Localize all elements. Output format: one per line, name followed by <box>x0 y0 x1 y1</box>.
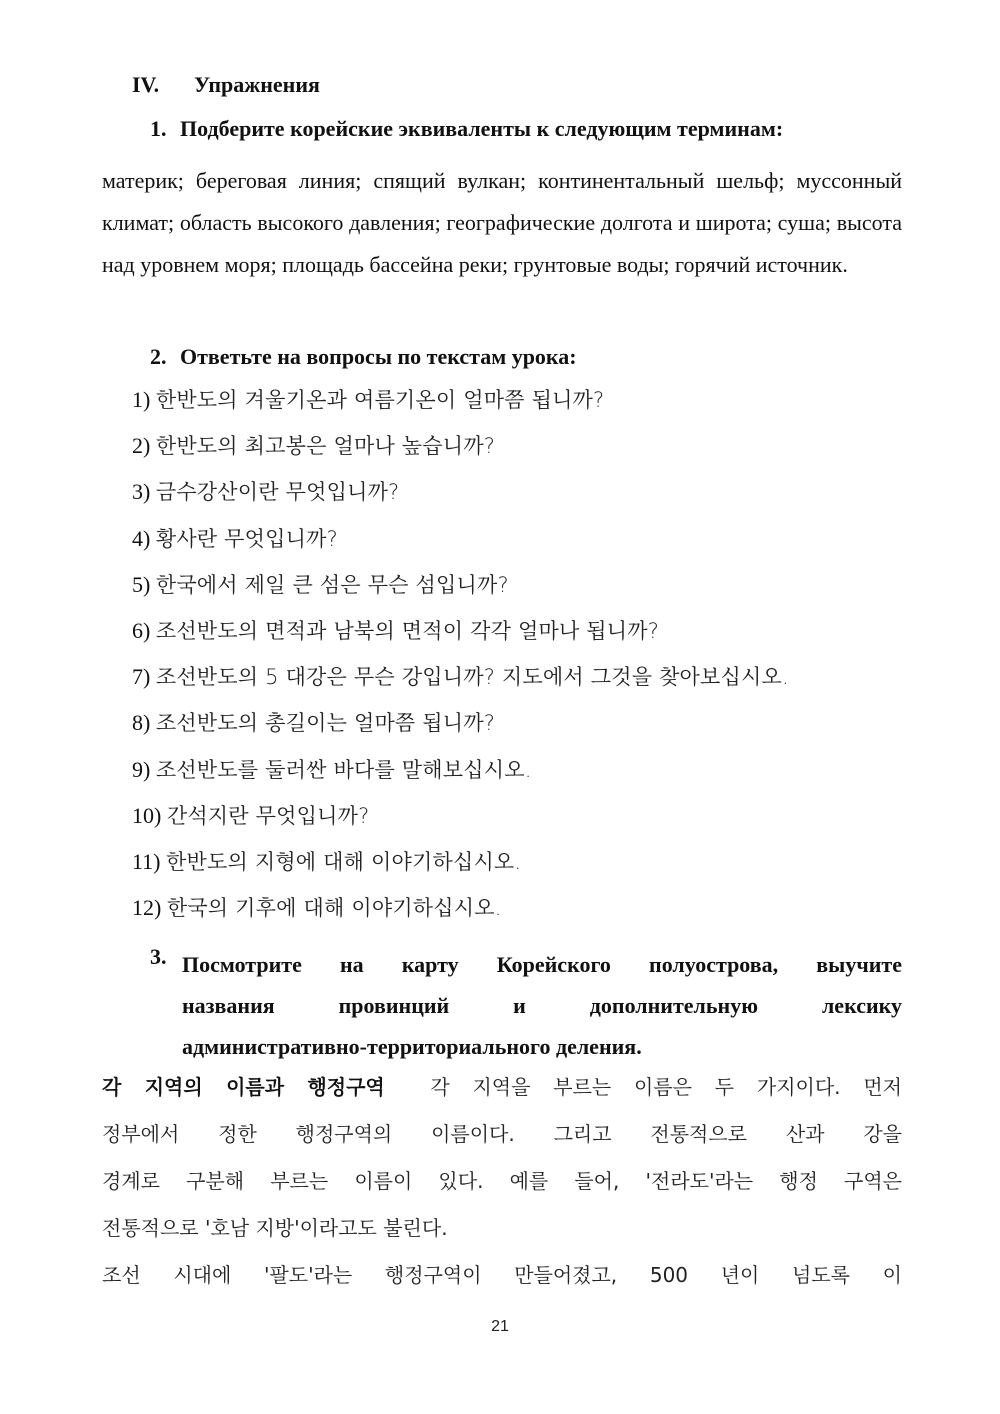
question-list <box>132 380 789 934</box>
section-roman-numeral: IV. <box>132 72 160 97</box>
question-number: 4) <box>132 525 151 551</box>
question-number: 10) <box>132 802 162 828</box>
exercise-2-number: 2. <box>150 344 167 369</box>
question-text: 조선반도의 총길이는 얼마쯤 됩니까? <box>155 711 496 736</box>
question-number: 9) <box>132 756 151 782</box>
exercise-1-title: Подберите корейские эквиваленты к следующим терминам: <box>180 116 784 141</box>
section-title: Упражнения <box>194 72 320 97</box>
exercise-3-line-1: Посмотрите на карту Корейского полуострова, выучите <box>182 952 902 977</box>
korean-paragraph <box>102 1064 902 1299</box>
exercise-3-line-3: административно-территориального деления. <box>182 1034 642 1059</box>
list-item <box>132 611 789 657</box>
question-text: 한반도의 지형에 대해 이야기하십시오. <box>166 849 522 874</box>
question-number: 3) <box>132 479 151 505</box>
exercise-1-heading <box>150 116 783 142</box>
list-item <box>132 519 789 565</box>
korean-lead-heading: 각 지역의 이름과 행정구역 <box>102 1075 385 1099</box>
list-item <box>132 888 789 934</box>
exercise-2-title: Ответьте на вопросы по текстам урока: <box>180 344 577 369</box>
question-number: 2) <box>132 433 151 459</box>
korean-line-1-text: 각 지역을 부르는 이름은 두 가지이다. 먼저 <box>430 1075 902 1099</box>
question-text: 황사란 무엇입니까? <box>155 526 338 551</box>
question-text: 조선반도의 5 대강은 무슨 강입니까? 지도에서 그것을 찾아보십시오. <box>155 665 789 690</box>
question-number: 12) <box>132 895 162 921</box>
list-item <box>132 426 789 472</box>
question-text: 한반도의 최고봉은 얼마나 높습니까? <box>155 434 496 459</box>
list-item <box>132 703 789 749</box>
question-text: 간석지란 무엇입니까? <box>166 803 370 828</box>
exercise-3-number: 3. <box>150 944 167 969</box>
question-number: 5) <box>132 571 151 597</box>
korean-line-5: 조선 시대에 '팔도'라는 행정구역이 만들어졌고, 500 년이 넘도록 이 <box>102 1263 902 1287</box>
list-item <box>132 380 789 426</box>
question-number: 7) <box>132 664 151 690</box>
korean-line-1 <box>102 1064 902 1111</box>
question-text: 한반도의 겨울기온과 여름기온이 얼마쯤 됩니까? <box>155 388 605 412</box>
exercise-2-heading <box>150 344 577 370</box>
list-item <box>132 657 789 703</box>
question-text: 조선반도를 둘러싼 바다를 말해보십시오. <box>155 757 532 782</box>
page-number: 21 <box>491 1318 509 1335</box>
question-number: 1) <box>132 387 151 412</box>
question-number: 11) <box>132 848 161 874</box>
list-item <box>132 796 789 842</box>
question-number: 8) <box>132 710 151 736</box>
list-item <box>132 750 789 796</box>
exercise-3-heading <box>150 944 902 1067</box>
exercise-1-number: 1. <box>150 116 167 141</box>
korean-line-2: 정부에서 정한 행정구역의 이름이다. 그리고 전통적으로 산과 강을 <box>102 1122 902 1146</box>
question-text: 금수강산이란 무엇입니까? <box>155 480 400 505</box>
question-text: 한국에서 제일 큰 섬은 무슨 섬입니까? <box>155 572 509 597</box>
exercise-3-line-2: названия провинций и дополнительную лексику <box>182 993 902 1018</box>
list-item <box>132 565 789 611</box>
exercise-1-terms: материк; береговая линия; спящий вулкан; континентальный шельф; муссонный климат; область высокого давления; географические долгота и широта; суша; высота над уровнем моря; площадь бассейна реки; грунтовые воды; горячий источник. <box>102 168 902 277</box>
list-item <box>132 842 789 888</box>
list-item <box>132 472 789 518</box>
question-number: 6) <box>132 617 151 643</box>
question-text: 한국의 기후에 대해 이야기하십시오. <box>166 896 502 921</box>
section-heading <box>132 72 320 98</box>
korean-line-3: 경계로 구분해 부르는 이름이 있다. 예를 들어, '전라도'라는 행정 구역은 <box>102 1169 902 1193</box>
korean-line-4: 전통적으로 '호남 지방'이라고도 불린다. <box>102 1216 448 1240</box>
question-text: 조선반도의 면적과 남북의 면적이 각각 얼마나 됩니까? <box>155 618 660 643</box>
